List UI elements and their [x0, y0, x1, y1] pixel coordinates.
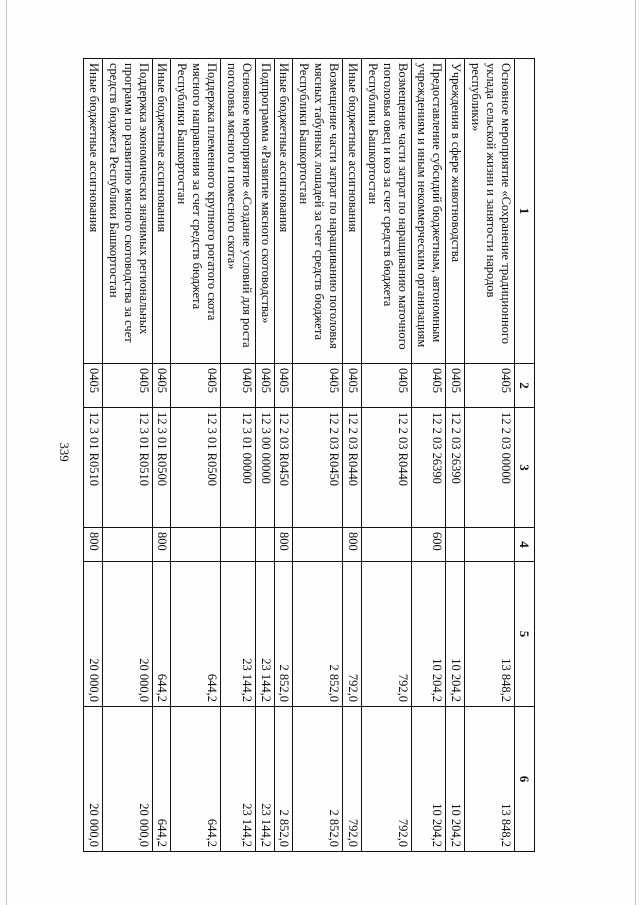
cell-amount-1: 20 000,0: [102, 562, 152, 707]
cell-target-article: 12 2 03 R0450: [274, 408, 293, 528]
cell-target-article: 12 2 03 R0440: [343, 408, 362, 528]
cell-expense-type: [102, 528, 152, 562]
cell-section-code: 0405: [221, 364, 255, 408]
rotated-table-area: [83, 58, 535, 851]
cell-amount-1: 10 204,2: [446, 562, 465, 707]
scan-edge-left: [6, 0, 7, 905]
cell-target-article: 12 3 01 R0500: [152, 408, 171, 528]
cell-amount-2: 2 852,0: [274, 707, 293, 852]
cell-amount-2: 20 000,0: [84, 707, 103, 852]
table-row: [465, 59, 515, 852]
cell-target-article: 12 2 03 26390: [446, 408, 465, 528]
header-col-2: 2: [515, 364, 535, 408]
page-number: 339: [57, 442, 72, 462]
cell-amount-1: 23 144,2: [255, 562, 274, 707]
cell-amount-1: 2 852,0: [274, 562, 293, 707]
cell-amount-1: 10 204,2: [411, 562, 445, 707]
table-row: [102, 59, 152, 852]
cell-expense-type: 800: [152, 528, 171, 562]
table-row: [361, 59, 411, 852]
cell-name: Иные бюджетные ассигнования: [274, 59, 293, 364]
cell-expense-type: [446, 528, 465, 562]
cell-name: Иные бюджетные ассигнования: [343, 59, 362, 364]
cell-target-article: 12 3 01 R0500: [171, 408, 221, 528]
cell-section-code: 0405: [274, 364, 293, 408]
cell-amount-1: 20 000,0: [84, 562, 103, 707]
table-row: [343, 59, 362, 852]
cell-amount-1: 792,0: [343, 562, 362, 707]
cell-name: Предоставление субсидий бюджетным, автономным учреждениям и иным некоммерческим организациям: [411, 59, 445, 364]
cell-section-code: 0405: [411, 364, 445, 408]
cell-name: Поддержка экономически значимых региональных программ по развитию мясного скотоводства за счет средств бюджета Республики Башкортостан: [102, 59, 152, 364]
cell-target-article: 12 2 03 R0450: [293, 408, 343, 528]
table-row: [255, 59, 274, 852]
cell-expense-type: [221, 528, 255, 562]
cell-name: Подпрограмма «Развитие мясного скотоводства»: [255, 59, 274, 364]
cell-expense-type: 800: [274, 528, 293, 562]
cell-amount-2: 644,2: [171, 707, 221, 852]
cell-target-article: 12 2 03 26390: [411, 408, 445, 528]
header-col-4: 4: [515, 528, 535, 562]
cell-target-article: 12 3 01 00000: [221, 408, 255, 528]
cell-amount-2: 23 144,2: [221, 707, 255, 852]
table-row: [171, 59, 221, 852]
header-col-6: 6: [515, 707, 535, 852]
cell-expense-type: [171, 528, 221, 562]
cell-name: Учреждения в сфере животноводства: [446, 59, 465, 364]
cell-section-code: 0405: [361, 364, 411, 408]
header-col-1: 1: [515, 59, 535, 364]
cell-section-code: 0405: [255, 364, 274, 408]
table-row: [152, 59, 171, 852]
cell-section-code: 0405: [343, 364, 362, 408]
header-col-5: 5: [515, 562, 535, 707]
cell-amount-1: 644,2: [171, 562, 221, 707]
cell-amount-2: 2 852,0: [293, 707, 343, 852]
cell-expense-type: [293, 528, 343, 562]
cell-amount-2: 10 204,2: [411, 707, 445, 852]
cell-amount-2: 10 204,2: [446, 707, 465, 852]
cell-section-code: 0405: [171, 364, 221, 408]
cell-target-article: 12 3 01 R0510: [102, 408, 152, 528]
cell-name: Возмещение части затрат по наращиванию поголовья мясных табунных лошадей за счет средств бюджета Республики Башкортостан: [293, 59, 343, 364]
cell-name: Иные бюджетные ассигнования: [84, 59, 103, 364]
cell-section-code: 0405: [446, 364, 465, 408]
cell-expense-type: 800: [343, 528, 362, 562]
cell-section-code: 0405: [102, 364, 152, 408]
cell-amount-2: 23 144,2: [255, 707, 274, 852]
cell-expense-type: [255, 528, 274, 562]
header-col-3: 3: [515, 408, 535, 528]
cell-target-article: 12 3 01 R0510: [84, 408, 103, 528]
table-row: [411, 59, 445, 852]
table-header-row: [515, 59, 535, 852]
cell-amount-2: 792,0: [361, 707, 411, 852]
cell-name: Основное мероприятие «Создание условий для роста поголовья мясного и помесного скота»: [221, 59, 255, 364]
cell-amount-2: 20 000,0: [102, 707, 152, 852]
cell-amount-2: 13 848,2: [465, 707, 515, 852]
cell-amount-1: 13 848,2: [465, 562, 515, 707]
cell-amount-1: 23 144,2: [221, 562, 255, 707]
table-row: [274, 59, 293, 852]
cell-amount-2: 792,0: [343, 707, 362, 852]
cell-expense-type: 600: [411, 528, 445, 562]
budget-table: [83, 58, 535, 852]
table-body: [84, 59, 515, 852]
cell-expense-type: [465, 528, 515, 562]
cell-section-code: 0405: [465, 364, 515, 408]
cell-name: Иные бюджетные ассигнования: [152, 59, 171, 364]
cell-target-article: 12 2 03 R0440: [361, 408, 411, 528]
cell-section-code: 0405: [293, 364, 343, 408]
cell-expense-type: [361, 528, 411, 562]
cell-amount-1: 644,2: [152, 562, 171, 707]
cell-amount-1: 2 852,0: [293, 562, 343, 707]
cell-amount-2: 644,2: [152, 707, 171, 852]
cell-section-code: 0405: [152, 364, 171, 408]
cell-amount-1: 792,0: [361, 562, 411, 707]
cell-name: Возмещение части затрат по наращиванию маточного поголовья овец и коз за счет средств бюджета Республики Башкортостан: [361, 59, 411, 364]
scan-edge-right: [635, 0, 636, 905]
cell-name: Поддержка племенного крупного рогатого скота мясного направления за счет средств бюджета Республики Башкортостан: [171, 59, 221, 364]
table-row: [446, 59, 465, 852]
table-row: [293, 59, 343, 852]
cell-target-article: 12 3 00 00000: [255, 408, 274, 528]
table-row: [221, 59, 255, 852]
cell-section-code: 0405: [84, 364, 103, 408]
cell-expense-type: 800: [84, 528, 103, 562]
cell-target-article: 12 2 03 00000: [465, 408, 515, 528]
cell-name: Основное мероприятие «Сохранение традиционного уклада сельской жизни и занятости народов республики»: [465, 59, 515, 364]
table-row: [84, 59, 103, 852]
